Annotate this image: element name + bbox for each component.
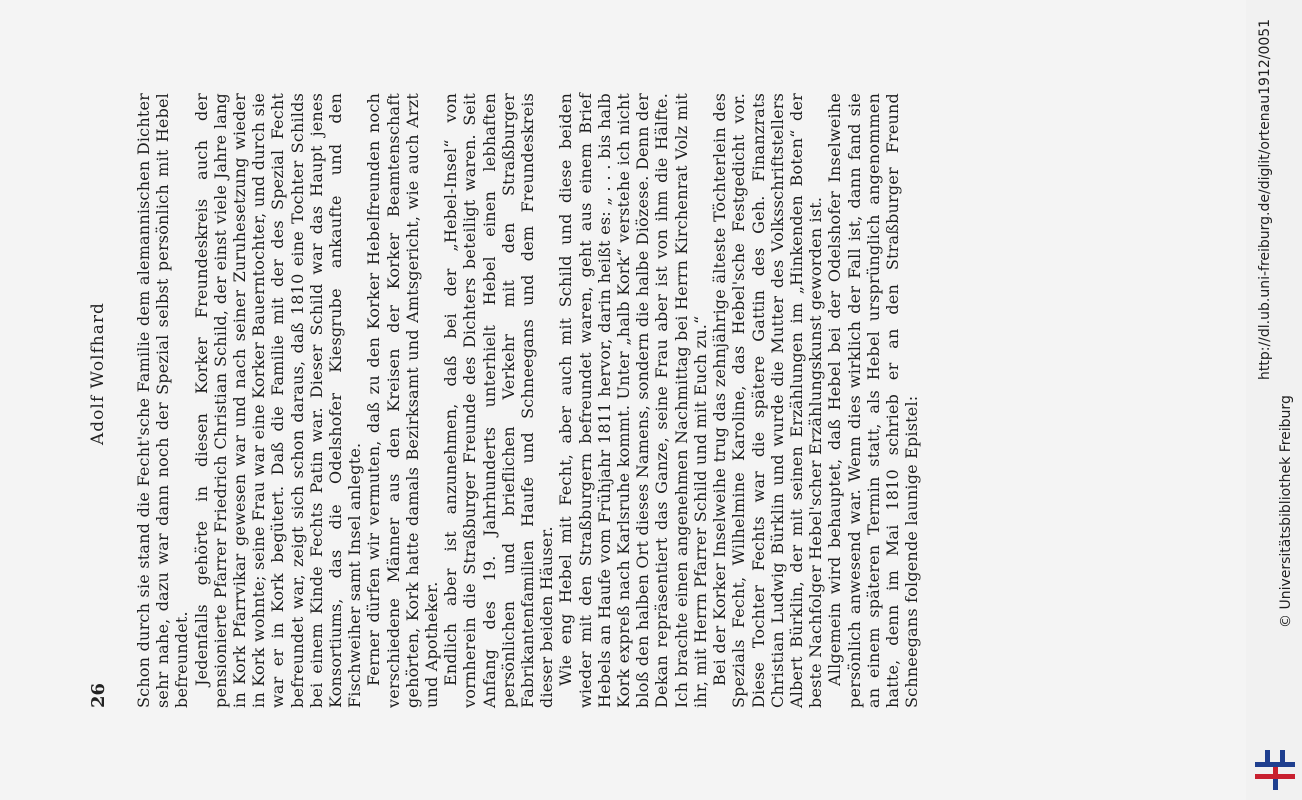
logo-bar [1273, 779, 1278, 790]
source-url-link[interactable]: http://dl.ub.uni-freiburg.de/diglit/ortenau1912/0051 [1257, 18, 1273, 380]
running-head [0, 0, 118, 800]
paragraph-2: Jedenfalls gehörte in diesen Korker Freundeskreis auch der pensionierte Pfarrer Friedrich Christian Schild, der einst viele Jahre lang in Kork Pfarrvikar gewesen war und nach seiner Zuruhesetzung wieder in Kork wohnte; seine Frau war eine Korker Bauerntochter, und durch sie war er in Kork begütert. Daß die Familie mit der des Spezial Fecht befreundet war, zeigt sich schon daraus, daß 1810 eine Tochter Schilds bei einem Kinde Fechts Patin war. Dieser Schild war das Haupt jenes Konsortiums, das die Odelshofer Kiesgrube ankaufte und den Fischweiher samt Insel anlegte. [191, 93, 365, 708]
paragraph-5: Wie eng Hebel mit Fecht, aber auch mit Schild und diese beiden wieder mit den Straßburgern befreundet waren, geht aus einem Brief Hebels an Haufe vom Frühjahr 1811 hervor, darin heißt es: „ . . . bis halb Kork expreß nach Karlsruhe kommt. Unter „halb Kork“ verstehe ich nicht bloß den halben Ort dieses Namens, sondern die halbe Diözese. Denn der Dekan repräsentiert das Ganze, seine Frau aber ist von ihm die Hälfte. Ich brachte einen angenehmen Nachmittag bei Herrn Kirchenrat Volz mit ihr, mit Herrn Pfarrer Schild und mit Euch zu.“ [556, 93, 710, 708]
paragraph-3: Ferner dürfen wir vermuten, daß zu den Korker Hebelfreunden noch verschiedene Männer aus den Kreisen der Korker Beamtenschaft gehörten, Kork hatte damals Bezirksamt und Amtsgericht, wie auch Arzt und Apotheker. [364, 93, 442, 708]
running-title: Adolf Wolfhard [88, 302, 108, 445]
paragraph-1: Schon durch sie stand die Fecht'sche Familie dem alemannischen Dichter sehr nahe, dazu war dann noch der Spezial selbst persönlich mit Hebel befreundet. [134, 93, 192, 708]
paragraph-6: Bei der Korker Inselweihe trug das zehnjährige älteste Töchterlein des Spezials Fecht, Wilhelmine Karoline, das Hebel'sche Festgedicht vor. Diese Tochter Fechts war die spätere Gattin des Geh. Finanzrats Christian Ludwig Bürklin und wurde die Mutter des Volksschriftstellers Albert Bürklin, der mit seinen Erzählungen im „Hinkenden Boten“ der beste Nachfolger Hebel'scher Erzählungskunst geworden ist. [710, 93, 826, 708]
logo-bar [1273, 767, 1278, 774]
logo-bar [1280, 750, 1285, 762]
logo-bar [1255, 774, 1295, 779]
library-logo-icon [1255, 742, 1295, 790]
body-text [134, 93, 921, 708]
paragraph-7: Allgemein wird behauptet, daß Hebel bei der Odelshofer Inselweihe persönlich anwesend war. Wenn dies wirklich der Fall ist, dann fand sie an einem späteren Termin statt, als Hebel ursprünglich angenommen hatte, denn im Mai 1810 schrieb er an den Straßburger Freund Schneegans folgende launige Epistel: [825, 93, 922, 708]
paragraph-4: Endlich aber ist anzunehmen, daß bei der „Hebel-Insel“ von vornherein die Straßburger Freunde des Dichters beteiligt waren. Seit Anfang des 19. Jahrhunderts unterhielt Hebel einen lebhaften persönlichen und brieflichen Verkehr mit den Straßburger Fabrikantenfamilien Haufe und Schneegans und dem Freundeskreis dieser beiden Häuser. [441, 93, 557, 708]
copyright-notice: © Universitätsbibliothek Freiburg [1278, 395, 1294, 628]
page-number: 26 [88, 682, 109, 708]
logo-bar [1265, 750, 1270, 762]
logo-bar [1255, 762, 1295, 767]
